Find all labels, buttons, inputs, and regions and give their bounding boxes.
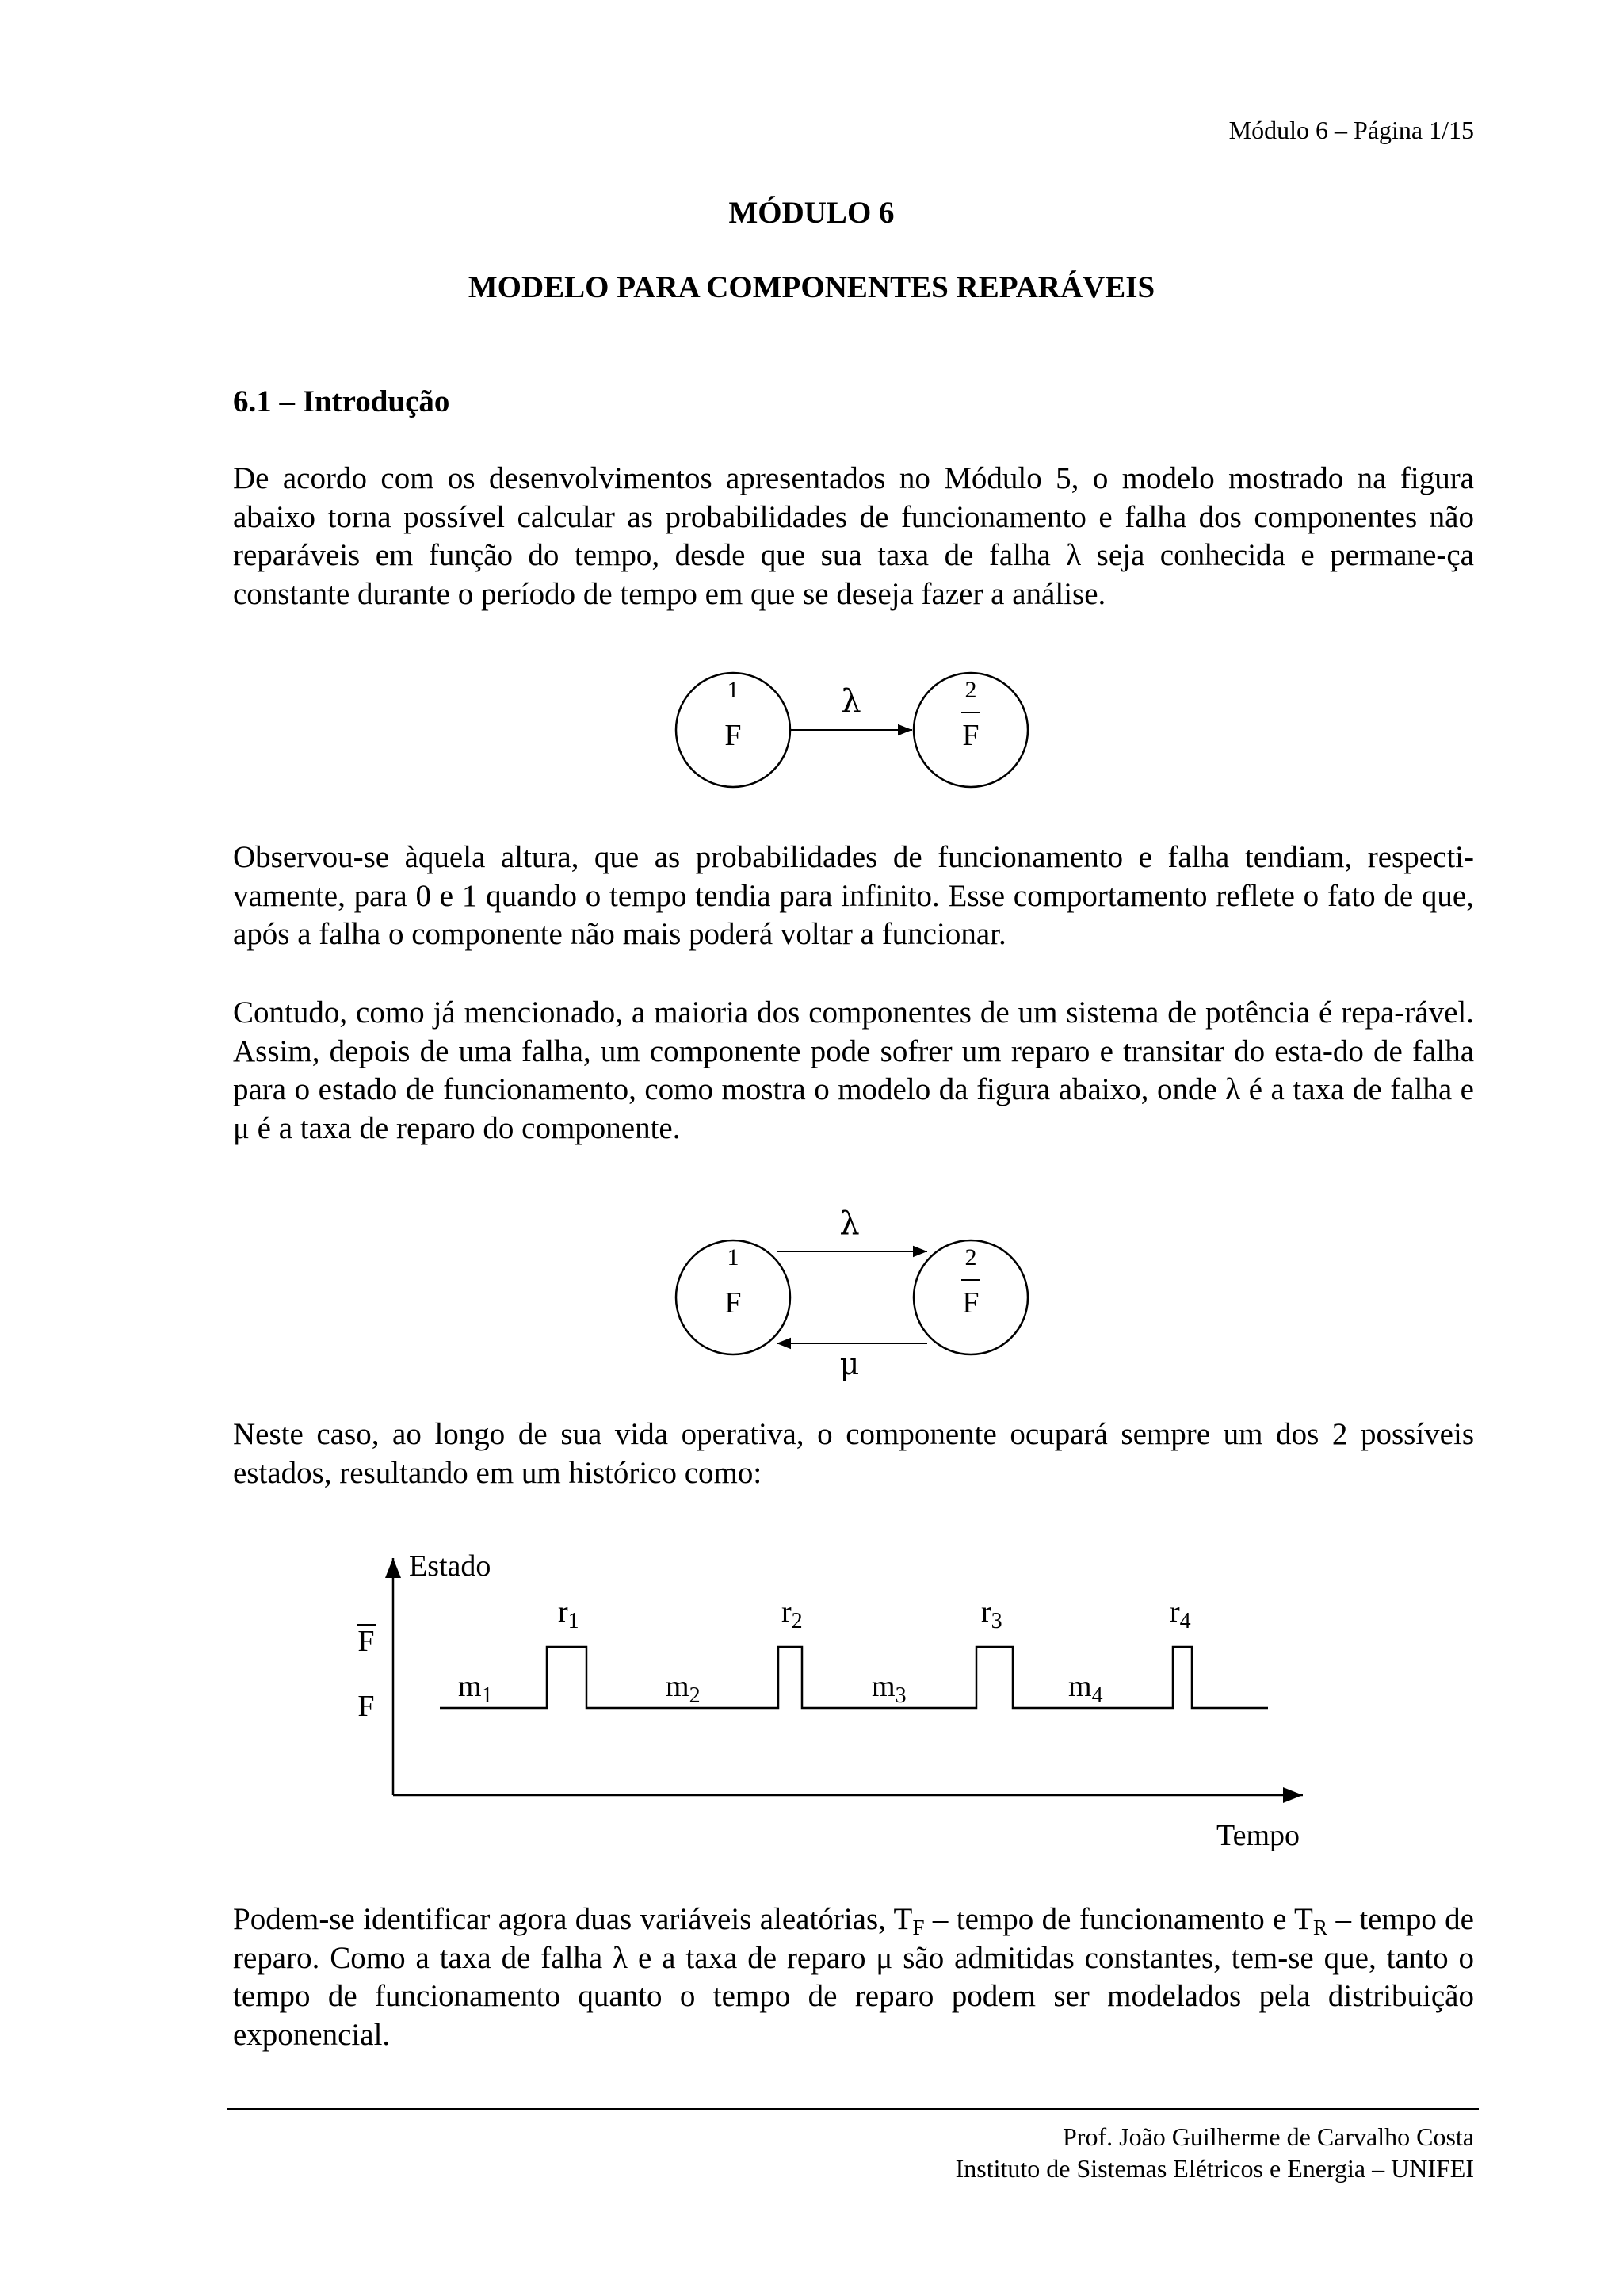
state-1-number: 1 [727, 1244, 739, 1270]
interval-label [666, 1670, 701, 1708]
interval-label [458, 1670, 493, 1708]
text-run: – tempo de funcionamento e T [924, 1902, 1313, 1936]
two-state-diagram-nonrepairable [666, 663, 1038, 797]
state-2-number: 2 [964, 677, 977, 703]
interval-index: 1 [481, 1683, 493, 1708]
paragraph-repairable [233, 994, 1474, 1148]
module-subtitle: MODELO PARA COMPONENTES REPARÁVEIS [468, 270, 1155, 304]
subscript-f: F [912, 1915, 925, 1939]
interval-label [1068, 1670, 1103, 1708]
state-2-number: 2 [964, 1244, 977, 1270]
x-axis-label: Tempo [1216, 1819, 1300, 1852]
failure-rate-label: λ [839, 1205, 860, 1242]
subscript-r: R [1312, 1915, 1328, 1939]
interval-index: 3 [895, 1683, 907, 1708]
footer-institution: Instituto de Sistemas Elétricos e Energia – UNIFEI [955, 2154, 1474, 2183]
paragraph-text: De acordo com os desenvolvimentos apresentados no Módulo 5, o modelo mostrado na figura abaixo torna possível calcular as probabilidades de funcionamento e falha dos componentes não reparáveis em função do tempo, desde que sua taxa de falha λ seja conhecida e permane-ça constante durante o período de tempo em que se deseja fazer a análise. [233, 461, 1474, 611]
level-low-label: F [357, 1690, 375, 1723]
paragraph-text [233, 1901, 1474, 2054]
interval-letter: m [458, 1670, 482, 1703]
interval-index: 4 [1091, 1683, 1103, 1708]
repair-label [781, 1595, 803, 1633]
state-1-label: F [724, 719, 742, 752]
page-footer [956, 2121, 1474, 2184]
repair-label [1170, 1595, 1191, 1633]
repair-index: 4 [1179, 1609, 1191, 1633]
interval-letter: m [1068, 1670, 1092, 1703]
section-heading: 6.1 – Introdução [233, 384, 450, 418]
repair-index: 1 [567, 1609, 579, 1633]
repair-label [981, 1595, 1002, 1633]
module-title: MÓDULO 6 [728, 196, 895, 230]
repair-letter: r [558, 1595, 568, 1629]
repair-index: 2 [791, 1609, 803, 1633]
two-state-diagram-repairable [666, 1198, 1038, 1381]
text-run: Podem-se identificar agora duas variáveis aleatórias, T [233, 1902, 913, 1936]
state-2-label: F [962, 719, 980, 752]
state-1-label: F [724, 1286, 742, 1320]
footer-author: Prof. João Guilherme de Carvalho Costa [1063, 2122, 1474, 2151]
repair-label [558, 1595, 579, 1633]
interval-letter: m [666, 1670, 689, 1703]
state-history-chart [333, 1545, 1363, 1862]
page-header: Módulo 6 – Página 1/15 [1228, 116, 1474, 144]
state-trace [440, 1647, 1268, 1708]
repair-letter: r [1170, 1595, 1180, 1629]
paragraph-observation [233, 839, 1474, 954]
repair-index: 3 [991, 1609, 1002, 1633]
interval-letter: m [872, 1670, 896, 1703]
level-high-label: F [357, 1625, 375, 1658]
state-1-number: 1 [727, 677, 739, 703]
y-axis-label: Estado [409, 1549, 491, 1583]
paragraph-text: Contudo, como já mencionado, a maioria dos componentes de um sistema de potência é repa-rável. Assim, depois de uma falha, um componente pode sofrer um reparo e transitar do esta-do de falha para o estado de funcionamento, como mostra o modelo da figura abaixo, onde λ é a taxa de falha e μ é a taxa de reparo do componente. [233, 995, 1474, 1145]
interval-index: 2 [689, 1683, 701, 1708]
interval-label [872, 1670, 907, 1708]
paragraph-random-variables [233, 1901, 1474, 2054]
paragraph-intro [233, 460, 1474, 613]
paragraph-history-intro [233, 1415, 1474, 1492]
repair-letter: r [781, 1595, 792, 1629]
footer-divider [227, 2108, 1479, 2110]
paragraph-text: Observou-se àquela altura, que as probabilidades de funcionamento e falha tendiam, respecti-vamente, para 0 e 1 quando o tempo tendia para infinito. Esse comportamento reflete o fato de que, após a falha o componente não mais poderá voltar a funcionar. [233, 840, 1474, 951]
paragraph-text: Neste caso, ao longo de sua vida operativa, o componente ocupará sempre um dos 2 possíveis estados, resultando em um histórico como: [233, 1417, 1474, 1490]
state-2-label: F [962, 1286, 980, 1320]
repair-rate-label: μ [839, 1347, 860, 1381]
text-run: – tempo de reparo. Como a taxa de falha λ e a taxa de reparo μ são admitidas constantes, tem-se que, tanto o tempo de funcionamento quanto o tempo de reparo podem ser modelados pela distribuição exponencial. [233, 1902, 1474, 2052]
repair-letter: r [981, 1595, 991, 1629]
failure-rate-label: λ [841, 683, 861, 720]
